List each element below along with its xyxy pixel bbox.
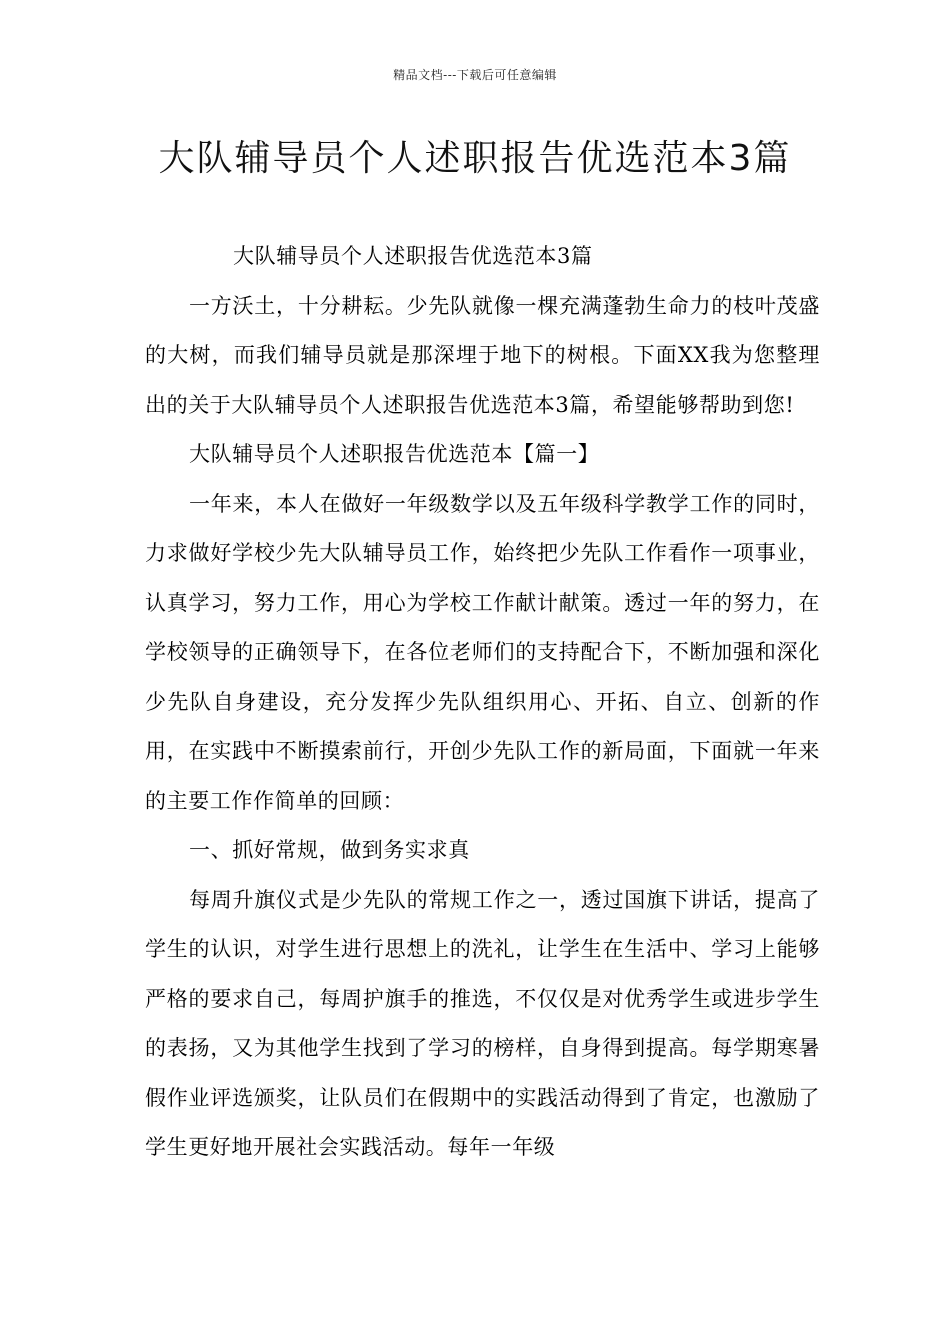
- page-header: 精品文档---下载后可任意编辑: [393, 68, 557, 82]
- body-paragraph: 一年来，本人在做好一年级数学以及五年级科学教学工作的同时，力求做好学校少先大队辅导员工作，始终把少先队工作看作一项事业，认真学习，努力工作，用心为学校工作献计献策。透过一年的努力，在学校领导的正确领导下，在各位老师们的支持配合下，不断加强和深化少先队自身建设，充分发挥少先队组织用心、开拓、自立、创新的作用，在实践中不断摸索前行，开创少先队工作的新局面，下面就一年来的主要工作作简单的回顾：: [145, 491, 820, 813]
- subsection-heading: 一、抓好常规，做到务实求真: [189, 838, 470, 862]
- intro-paragraph: 一方沃土，十分耕耘。少先队就像一棵充满蓬勃生命力的枝叶茂盛的大树，而我们辅导员就是那深埋于地下的树根。下面XX我为您整理出的关于大队辅导员个人述职报告优选范本3篇，希望能够帮助到您!: [145, 293, 820, 417]
- document-body: [145, 232, 820, 1173]
- body-paragraph: 每周升旗仪式是少先队的常规工作之一，透过国旗下讲话，提高了学生的认识，对学生进行思想上的洗礼，让学生在生活中、学习上能够严格的要求自己，每周护旗手的推选，不仅仅是对优秀学生或进步学生的表扬，又为其他学生找到了学习的榜样，自身得到提高。每学期寒暑假作业评选颁奖，让队员们在假期中的实践活动得到了肯定，也激励了学生更好地开展社会实践活动。每年一年级: [145, 887, 820, 1159]
- section-heading: 大队辅导员个人述职报告优选范本【篇一】: [189, 442, 600, 466]
- document-title: 大队辅导员个人述职报告优选范本3篇: [158, 138, 792, 179]
- subtitle-paragraph: 大队辅导员个人述职报告优选范本3篇: [233, 244, 593, 268]
